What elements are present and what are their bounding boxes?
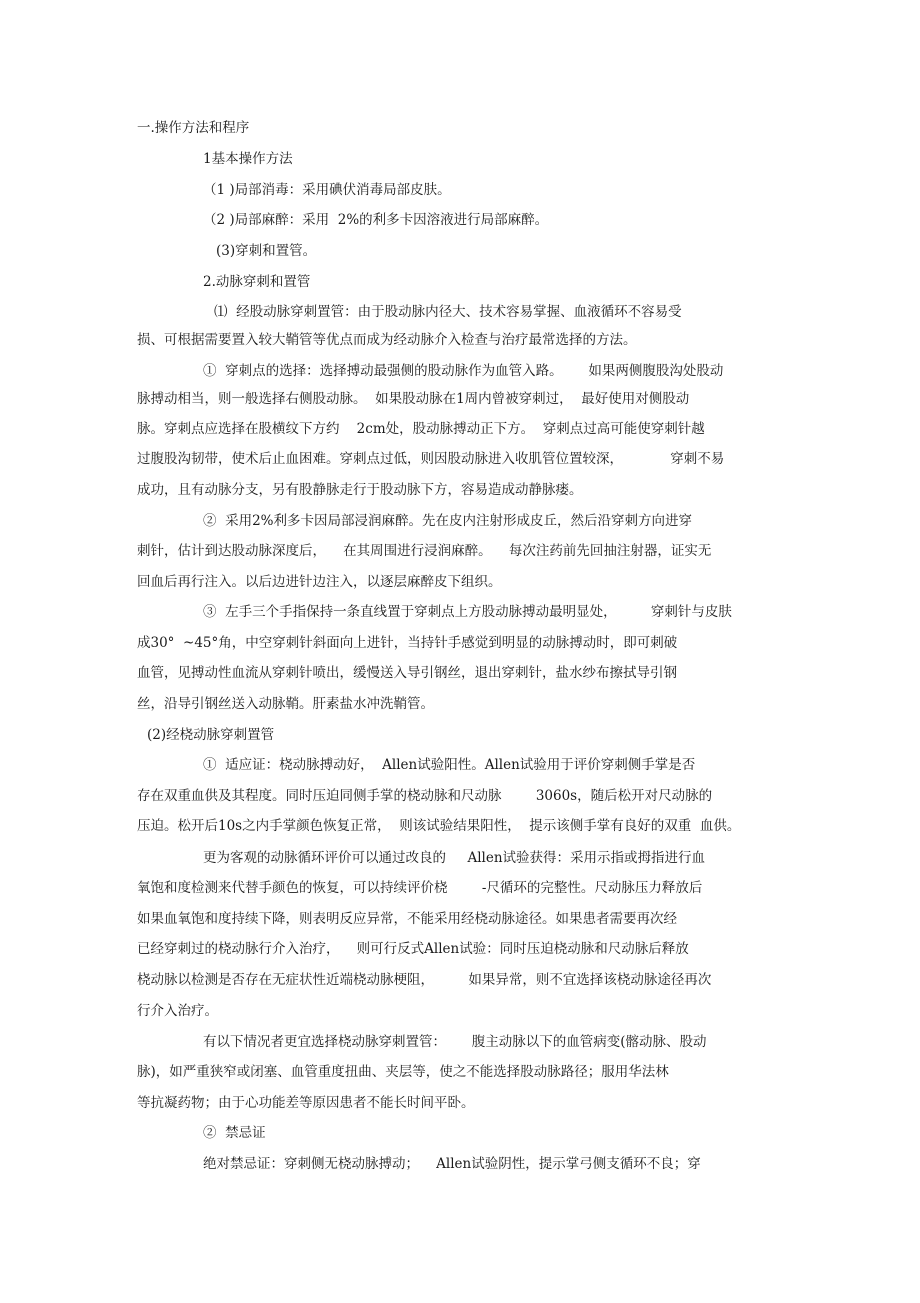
paragraph-line: 成30° ~45°角，中空穿刺针斜面向上进针，当持针手感觉到明显的动脉搏动时，即可刺破 <box>137 635 678 651</box>
paragraph-line: （2 )局部麻醉：采用 2%的利多卡因溶液进行局部麻醉。 <box>203 212 549 228</box>
paragraph-line: 脉)，如严重狭窄或闭塞、血管重度扭曲、夹层等，使之不能选择股动脉路径；服用华法林 <box>137 1064 669 1080</box>
paragraph-line: 已经穿刺过的桡动脉行介入治疗， 则可行反式Allen试验：同时压迫桡动脉和尺动脉后释放 <box>137 941 689 957</box>
paragraph-line: 如果血氧饱和度持续下降，则表明反应异常，不能采用经桡动脉途径。如果患者需要再次经 <box>137 911 677 927</box>
subsection-heading: 1基本操作方法 <box>203 151 293 167</box>
paragraph-line: (3)穿刺和置管。 <box>216 243 317 259</box>
paragraph-line: 压迫。松开后10s之内手掌颜色恢复正常， 则该试验结果阳性， 提示该侧手掌有良好的双重 血供。 <box>137 818 741 834</box>
paragraph-line: 回血后再行注入。以后边进针边注入，以逐层麻醉皮下组织。 <box>137 574 502 590</box>
paragraph-line: 成功，且有动脉分支，另有股静脉走行于股动脉下方，容易造成动静脉瘘。 <box>137 482 583 498</box>
paragraph-line: 脉。穿刺点应选择在股横纹下方约 2cm处，股动脉搏动正下方。 穿刺点过高可能使穿刺针越 <box>137 421 705 437</box>
paragraph-line: 绝对禁忌证：穿刺侧无桡动脉搏动； Allen试验阴性，提示掌弓侧支循环不良；穿 <box>203 1156 701 1172</box>
section-heading: 一.操作方法和程序 <box>137 120 250 136</box>
paragraph-line: 行介入治疗。 <box>137 1003 218 1019</box>
paragraph-line: 氧饱和度检测来代替手颜色的恢复，可以持续评价桡 -尺循环的完整性。尺动脉压力释放后 <box>137 880 703 896</box>
paragraph-line: 血管，见搏动性血流从穿刺针喷出，缓慢送入导引钢丝，退出穿刺针，盐水纱布擦拭导引钢 <box>137 665 677 681</box>
paragraph-line: 存在双重血供及其程度。同时压迫同侧手掌的桡动脉和尺动脉 3060s，随后松开对尺动脉的 <box>137 788 713 804</box>
paragraph-line: 过腹股沟韧带，使术后止血困难。穿刺点过低，则因股动脉进入收肌管位置较深， 穿刺不易 <box>137 451 725 467</box>
paragraph-line: 损、可根据需要置入较大鞘管等优点而成为经动脉介入检查与治疗最常选择的方法。 <box>137 332 637 348</box>
paragraph-line: 刺针，估计到达股动脉深度后， 在其周围进行浸润麻醉。 每次注药前先回抽注射器，证实无 <box>137 543 712 559</box>
paragraph-line: 桡动脉以检测是否存在无症状性近端桡动脉梗阻， 如果异常，则不宜选择该桡动脉途径再次 <box>137 972 712 988</box>
subsection-heading: ② 禁忌证 <box>203 1125 266 1141</box>
paragraph-line: 脉搏动相当，则一般选择右侧股动脉。 如果股动脉在1周内曾被穿刺过， 最好使用对侧股动 <box>137 391 690 407</box>
paragraph-line: 有以下情况者更宜选择桡动脉穿刺置管： 腹主动脉以下的血管病变(髂动脉、股动 <box>203 1034 707 1050</box>
paragraph-line: 丝，沿导引钢丝送入动脉鞘。肝素盐水冲洗鞘管。 <box>137 696 434 712</box>
paragraph-line: ⑴ 经股动脉穿刺置管：由于股动脉内径大、技术容易掌握、血液循环不容易受 <box>214 304 682 320</box>
paragraph-line: 更为客观的动脉循环评价可以通过改良的 Allen试验获得：采用示指或拇指进行血 <box>203 850 706 866</box>
paragraph-line: （1 )局部消毒：采用碘伏消毒局部皮肤。 <box>203 182 451 198</box>
paragraph-line: ③ 左手三个手指保持一条直线置于穿刺点上方股动脉搏动最明显处， 穿刺针与皮肤 <box>203 604 732 620</box>
paragraph-line: ① 适应证：桡动脉搏动好， Allen试验阳性。Allen试验用于评价穿刺侧手掌是否 <box>203 757 696 773</box>
paragraph-line: 等抗凝药物；由于心功能差等原因患者不能长时间平卧。 <box>137 1095 475 1111</box>
paragraph-line: ② 采用2%利多卡因局部浸润麻醉。先在皮内注射形成皮丘，然后沿穿刺方向进穿 <box>203 513 692 529</box>
paragraph-line: ① 穿刺点的选择：选择搏动最强侧的股动脉作为血管入路。 如果两侧腹股沟处股动 <box>203 363 724 379</box>
subsection-heading: (2)经桡动脉穿刺置管 <box>147 727 275 743</box>
subsection-heading: 2.动脉穿刺和置管 <box>203 274 311 290</box>
